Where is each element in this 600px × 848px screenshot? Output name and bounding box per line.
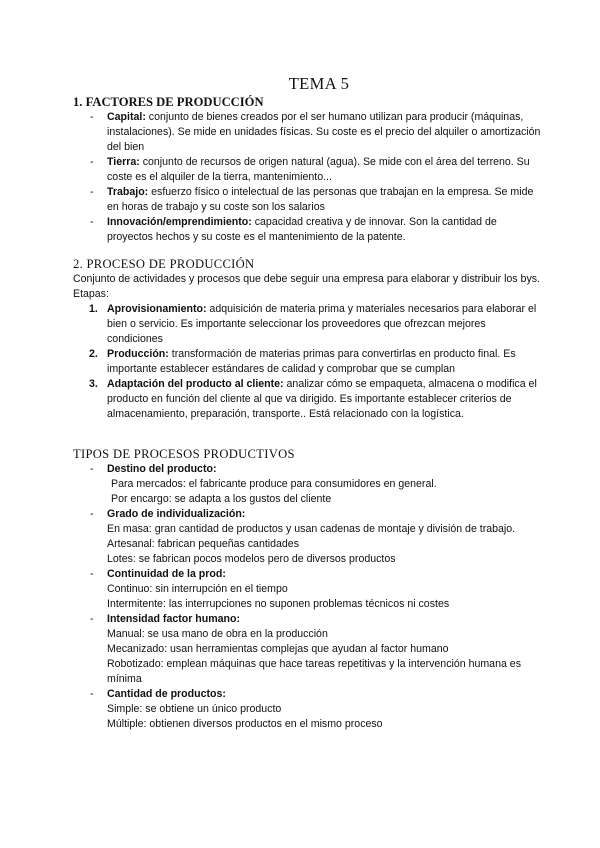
item-text: analizar cómo se empaqueta, almacena o modifica el producto en función del cliente al que va dirigido. Es importante establecer criterios de almacenamiento, preparación, transporte.. Está relacionado con la logística. — [107, 378, 537, 420]
item-number: 2. — [89, 348, 98, 360]
section-proceso — [73, 256, 543, 422]
item-term: Adaptación del producto al cliente: — [107, 378, 284, 390]
list-item — [73, 110, 543, 155]
list-item — [73, 507, 543, 567]
item-text: conjunto de recursos de origen natural (agua). Se mide con el área del terreno. Su coste es el alquiler de la tierra, mantenimiento... — [107, 156, 530, 183]
item-line: Continuo: sin interrupción en el tiempo — [107, 583, 288, 595]
item-number: 3. — [89, 378, 98, 390]
item-line: Múltiple: obtienen diversos productos en el mismo proceso — [107, 718, 383, 730]
tipos-list — [73, 462, 543, 732]
etapas-list — [73, 302, 543, 422]
item-line: Simple: se obtiene un único producto — [107, 703, 282, 715]
section-heading: 2. PROCESO DE PRODUCCIÓN — [73, 257, 255, 271]
item-term: Capital: — [107, 111, 146, 123]
section-heading: TIPOS DE PROCESOS PRODUCTIVOS — [73, 447, 295, 461]
item-term: Trabajo: — [107, 186, 149, 198]
item-text: transformación de materias primas para convertirlas en producto final. Es importante establecer estándares de calidad y comprobar que se cumplan — [107, 348, 516, 375]
item-line: Manual: se usa mano de obra en la producción — [107, 628, 328, 640]
list-item — [73, 215, 543, 245]
item-term: - Destino del producto: — [107, 463, 217, 475]
section-factores — [73, 94, 543, 245]
list-item — [73, 185, 543, 215]
list-item — [73, 612, 543, 687]
item-line: Lotes: se fabrican pocos modelos pero de diversos productos — [107, 553, 396, 565]
factores-list — [73, 110, 543, 245]
item-term: - Intensidad factor humano: — [107, 613, 241, 625]
list-item — [73, 347, 543, 377]
item-line: Por encargo: se adapta a los gustos del cliente — [111, 493, 332, 505]
item-term: Aprovisionamiento: — [107, 303, 207, 315]
page-title: TEMA 5 — [288, 74, 350, 93]
list-item — [73, 567, 543, 612]
item-number: 1. — [89, 303, 98, 315]
list-item — [73, 377, 543, 422]
item-line: Intermitente: las interrupciones no suponen problemas técnicos ni costes — [107, 598, 450, 610]
item-text: adquisición de materia prima y materiales necesarios para elaborar el bien o servicio. Es importante seleccionar los proveedores que ofrezcan mejores condiciones — [107, 303, 537, 345]
item-term: - Grado de individualización: — [107, 508, 246, 520]
list-item — [73, 687, 543, 732]
item-line: En masa: gran cantidad de productos y usan cadenas de montaje y división de trabajo. — [107, 523, 516, 535]
item-line: Artesanal: fabrican pequeñas cantidades — [107, 538, 299, 550]
item-text: esfuerzo físico o intelectual de las personas que trabajan en la empresa. Se mide en horas de trabajo y su coste son los salarios — [107, 186, 534, 213]
section-heading: 1. FACTORES DE PRODUCCIÓN — [73, 95, 264, 109]
item-line: Robotizado: emplean máquinas que hace tareas repetitivas y la intervención humana es mínima — [107, 658, 521, 685]
list-item — [73, 462, 543, 507]
item-line: Mecanizado: usan herramientas complejas que ayudan al factor humano — [107, 643, 449, 655]
item-term: - Cantidad de productos: — [107, 688, 226, 700]
list-item — [73, 302, 543, 347]
item-term: Producción: — [107, 348, 169, 360]
item-text: capacidad creativa y de innovar. Son la cantidad de proyectos hechos y su coste es el mantenimiento de la patente. — [107, 216, 497, 243]
item-line: Para mercados: el fabricante produce para consumidores en general. — [111, 478, 437, 490]
section-tipos — [73, 446, 543, 732]
item-text: conjunto de bienes creados por el ser humano utilizan para producir (máquinas, instalaciones). Se mide en unidades físicas. Su coste es el precio del alquiler o amortización del bien — [107, 111, 541, 153]
section-intro: Conjunto de actividades y procesos que debe seguir una empresa para elaborar y distribuir los bys. Etapas: — [73, 273, 540, 300]
item-term: Innovación/emprendimiento: — [107, 216, 252, 228]
item-term: - Continuidad de la prod: — [107, 568, 226, 580]
item-term: Tierra: — [107, 156, 140, 168]
list-item — [73, 155, 543, 185]
